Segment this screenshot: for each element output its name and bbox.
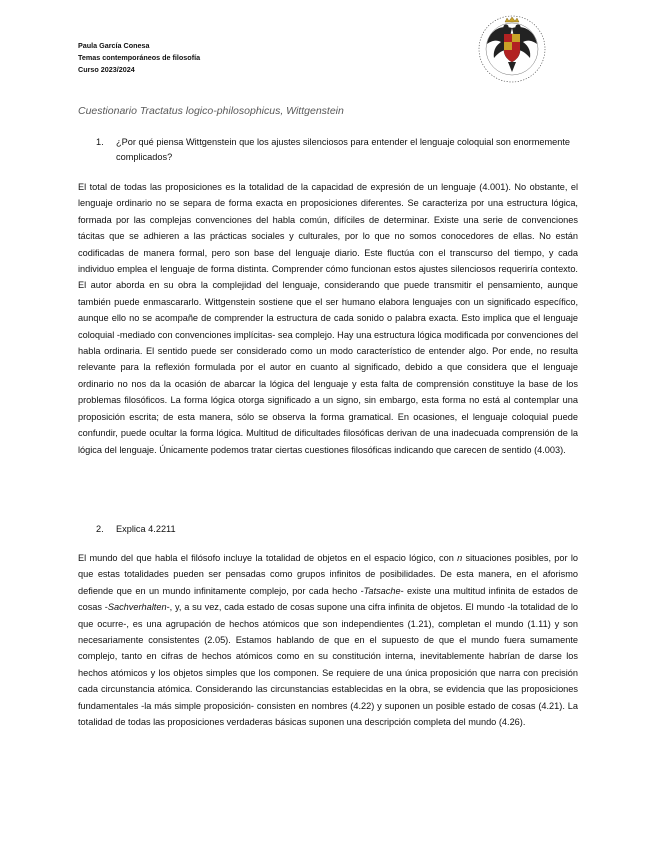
answer-text: situaciones posibles, por lo que estas totalidades pueden ser pensadas como grupos infinitos de posibilidades. De esta manera, en el aforismo defiende que en un mundo infinitamente complejo, por cada hecho - [78,553,578,596]
italic-term: Sachverhalten [107,602,167,613]
question-1 [96,135,582,165]
question-text: ¿Por qué piensa Wittgenstein que los ajustes silenciosos para entender el lenguaje coloquial son enormemente complicados? [116,137,571,162]
document-title: Cuestionario Tractatus logico-philosophicus, Wittgenstein [78,105,344,117]
course-name: Temas contemporáneos de filosofía [78,53,201,62]
question-number: 2. [96,524,104,534]
italic-term: n [457,553,463,563]
answer-text: - existe una multitud infinita de estados de cosas - [78,585,578,613]
question-2 [96,522,582,537]
course-year: Curso 2023/2024 [78,65,135,74]
answer-text: El mundo del que habla el filósofo incluye la totalidad de objetos en el espacio lógico, con [78,553,458,563]
university-crest-icon [477,14,547,84]
author-name: Paula García Conesa [78,41,150,50]
question-number: 1. [96,137,104,147]
question-text: Explica 4.2211 [116,524,176,534]
answer-1 [78,179,578,458]
document-header [78,40,200,76]
italic-term: Tatsache [363,585,401,596]
answer-text: -, y, a su vez, cada estado de cosas supone una cifra infinita de objetos. El mundo -la totalidad de lo que ocurre-, es una agrupación de hechos atómicos que son independientes (1.21), completan el mundo (1.11) y son necesariamente consistentes (2.05). Estamos hablando de que en el supuesto de que el mundo fuera sumamente complejo, tanto en cifras de hechos atómicos como en su constitución interna, inevitablemente habrían de darse los hechos atómicos y los objetos simples que los componen. Se requiere de una única proposición que narra con precisión cada circunstancia atómica. Considerando las circunstancias establecidas en la obra, se evidencia que las proposiciones fundamentales -la más simple proposición- consisten en nombres (4.22) y suponen un posible estado de cosas (4.21). La totalidad de todas las proposiciones verdaderas básicas suponen una descripción completa del mundo (4.26). [78,602,578,728]
answer-2 [78,550,578,730]
answer-text: El total de todas las proposiciones es la totalidad de la capacidad de expresión de un lenguaje (4.001). No obstante, el lenguaje ordinario no se separa de forma exacta en proposiciones diferentes. Se caracteriza por una estructura lógica, formada por las complejas convenciones del habla común, difíciles de determinar. Existe una serie de convenciones tácitas que se adhieren a las prácticas sociales y culturales, por lo que no somos conocedores de ellas. No están codificadas de manera formal, pero son base del lenguaje diario. Este fluctúa con el transcurso del tiempo, y cada individuo emplea el lenguaje de forma distinta. Comprender cómo funcionan estos ajustes silenciosos requeriría contexto. El autor aborda en su obra la complejidad del lenguaje, considerando que puede transmitir el pensamiento, aunque también puede enmascararlo. Wittgenstein sostiene que el ser humano elabora lenguajes con un significado específico, aunque ello no se acompañe de comprender la estructura de cada sonido o palabra exacta. Esto implica que el lenguaje coloquial -mediado con convenciones implícitas- sea complejo. Hay una estructura lógica modificada por convenciones del habla ordinaria. El sentido puede ser considerado como un modo característico de entender algo. Por ende, no resulta relevante para la reflexión formulada por el autor en cuanto al significado, debido a que considera que el lenguaje ordinario no nos da la ocasión de abarcar la lógica del lenguaje y esta falta de comprensión constituye la base de los problemas filosóficos. La forma lógica otorga significado a un signo, sin embargo, esta forma no está al contemplar una proposición escrita; de esta manera, sólo se observa la forma gramatical. En ocasiones, el lenguaje coloquial puede confundir, puede ocultar la forma lógica. Multitud de dificultades filosóficas derivan de una inadecuada comprensión de la lógica del lenguaje. Únicamente podemos tratar ciertas cuestiones filosóficas indicando que carecen de sentido (4.003). [78,182,578,455]
